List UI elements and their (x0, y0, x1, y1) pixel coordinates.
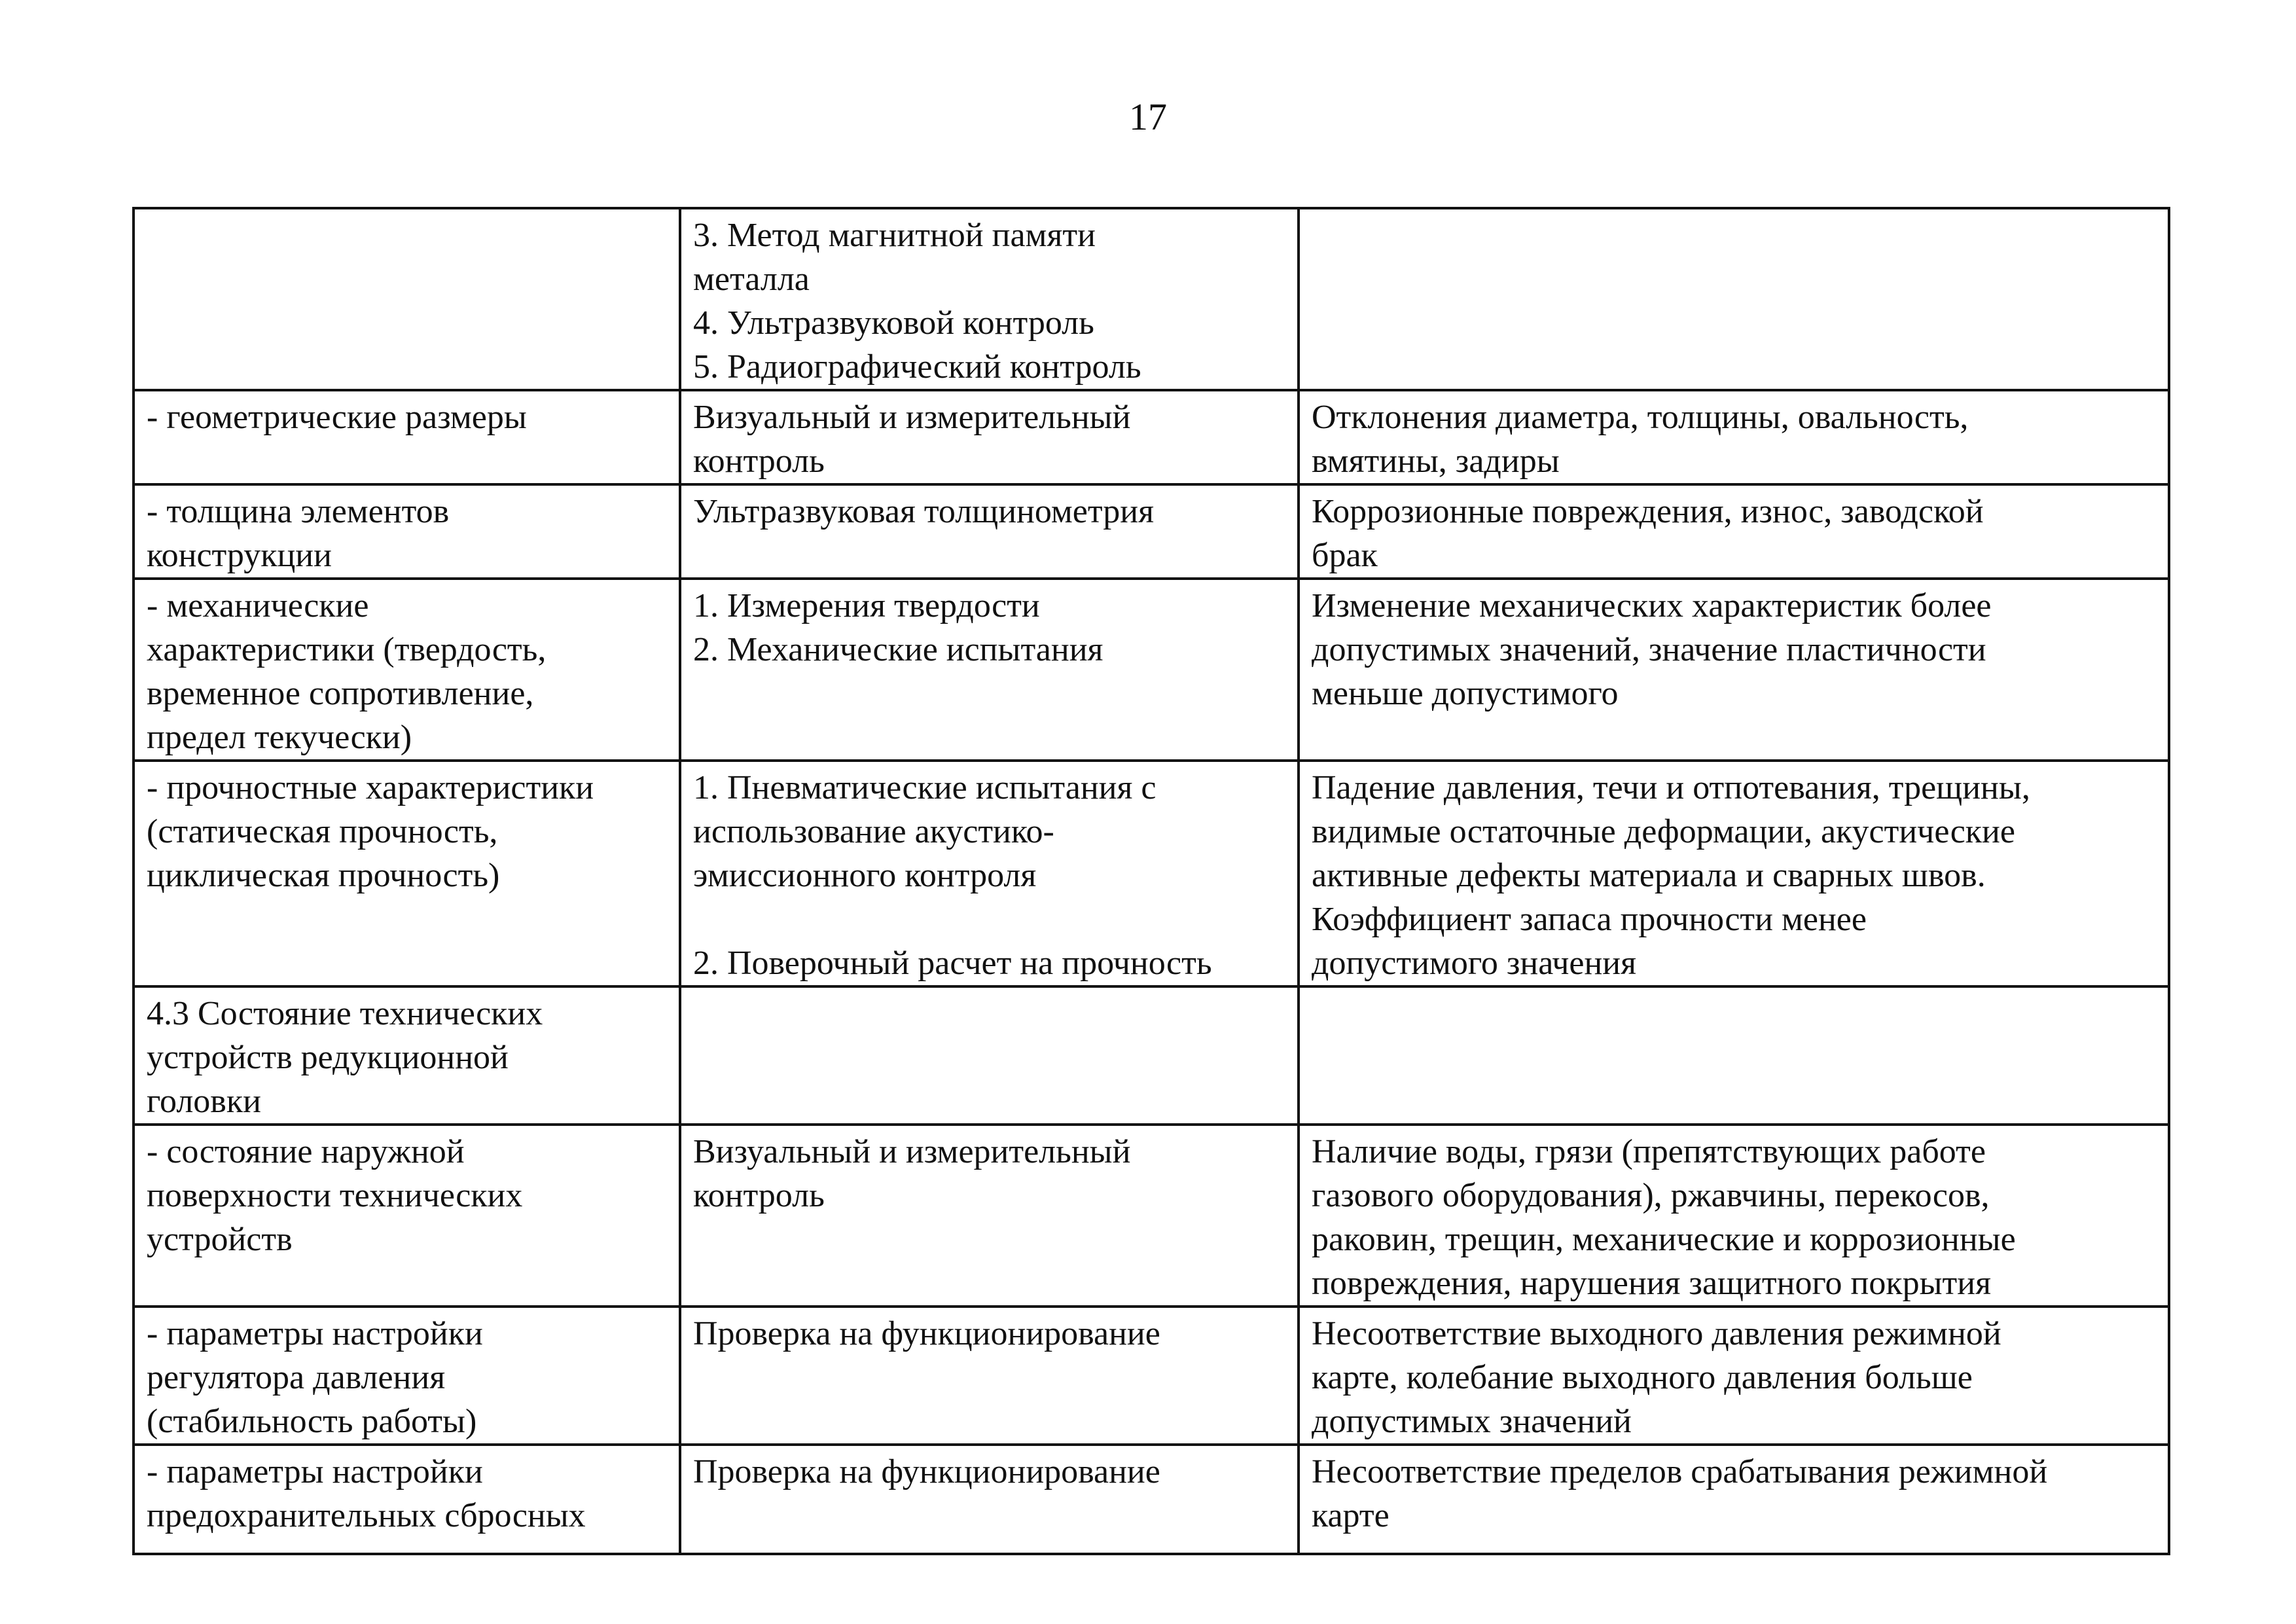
parameter-cell (134, 1125, 680, 1307)
table-row (134, 208, 2169, 390)
parameter-cell (134, 761, 680, 986)
method-text-line: Визуальный и измерительный (693, 1133, 1131, 1170)
parameter-text-line: устройств редукционной (147, 1039, 509, 1076)
method-text-line: эмиссионного контроля (693, 857, 1037, 894)
defects-cell (1299, 208, 2169, 390)
parameter-text-line: - геометрические размеры (147, 399, 527, 436)
defects-text-line: вмятины, задиры (1312, 442, 1560, 480)
parameter-text-line: поверхности технических (147, 1177, 523, 1214)
parameter-text-line: (стабильность работы) (147, 1403, 477, 1440)
parameter-cell (134, 986, 680, 1125)
method-text-line: контроль (693, 1177, 825, 1214)
method-text-line: 3. Метод магнитной памяти (693, 217, 1096, 254)
method-text-line: 2. Поверочный расчет на прочность (693, 945, 1212, 982)
method-text-line: Ультразвуковая толщинометрия (693, 493, 1154, 530)
method-cell (680, 1307, 1299, 1445)
defects-cell (1299, 1125, 2169, 1307)
parameter-text-line: регулятора давления (147, 1359, 446, 1396)
table-row (134, 1125, 2169, 1307)
method-text-line: металла (693, 261, 810, 298)
parameter-text-line: - прочностные характеристики (147, 769, 594, 806)
method-text-line: контроль (693, 442, 825, 480)
defects-text-line: брак (1312, 537, 1378, 574)
parameter-text-line: - толщина элементов (147, 493, 450, 530)
method-cell (680, 208, 1299, 390)
table-row (134, 1445, 2169, 1554)
parameter-cell (134, 484, 680, 579)
table-row (134, 1307, 2169, 1445)
parameter-text-line: 4.3 Состояние технических (147, 995, 543, 1032)
parameter-cell (134, 390, 680, 484)
parameter-text-line: - параметры настройки (147, 1315, 483, 1352)
method-text-line: 4. Ультразвуковой контроль (693, 304, 1094, 342)
defects-text-line: Несоответствие пределов срабатывания режимной (1312, 1453, 2048, 1490)
parameter-text-line: - механические (147, 587, 369, 624)
method-text-line: 1. Измерения твердости (693, 587, 1040, 624)
table-row (134, 484, 2169, 579)
table-row (134, 579, 2169, 761)
defects-text-line: меньше допустимого (1312, 675, 1619, 712)
method-cell (680, 390, 1299, 484)
defects-cell (1299, 986, 2169, 1125)
defects-text-line: Несоответствие выходного давления режимной (1312, 1315, 2001, 1352)
method-cell (680, 1445, 1299, 1554)
parameter-text-line: предохранительных сбросных (147, 1497, 586, 1534)
parameter-text-line: (статическая прочность, (147, 813, 498, 850)
defects-text-line: карте, колебание выходного давления больше (1312, 1359, 1973, 1396)
defects-text-line: Отклонения диаметра, толщины, овальность, (1312, 399, 1969, 436)
parameter-text-line: - параметры настройки (147, 1453, 483, 1490)
inspection-table (132, 207, 2170, 1555)
defects-text-line: повреждения, нарушения защитного покрытия (1312, 1265, 1991, 1302)
method-text-line: Проверка на функционирование (693, 1315, 1160, 1352)
defects-text-line: Коэффициент запаса прочности менее (1312, 901, 1867, 938)
defects-text-line: активные дефекты материала и сварных швов. (1312, 857, 1986, 894)
defects-cell (1299, 1445, 2169, 1554)
method-text-line: 5. Радиографический контроль (693, 348, 1141, 386)
parameter-text-line: конструкции (147, 537, 332, 574)
parameter-text-line: временное сопротивление, (147, 675, 534, 712)
parameter-text-line: предел текучески) (147, 719, 412, 756)
defects-cell (1299, 579, 2169, 761)
defects-text-line: раковин, трещин, механические и коррозионные (1312, 1221, 2016, 1258)
method-cell (680, 579, 1299, 761)
method-text-line: Визуальный и измерительный (693, 399, 1131, 436)
defects-text-line: Изменение механических характеристик более (1312, 587, 1992, 624)
defects-text-line: допустимых значений, значение пластичности (1312, 631, 1986, 668)
defects-text-line: Коррозионные повреждения, износ, заводской (1312, 493, 1984, 530)
parameter-cell (134, 1307, 680, 1445)
method-cell (680, 761, 1299, 986)
page-number: 17 (1129, 96, 1167, 138)
parameter-text-line: - состояние наружной (147, 1133, 465, 1170)
parameter-text-line: циклическая прочность) (147, 857, 500, 894)
method-cell (680, 1125, 1299, 1307)
parameter-cell (134, 1445, 680, 1554)
defects-text-line: карте (1312, 1497, 1390, 1534)
parameter-cell (134, 579, 680, 761)
defects-text-line: видимые остаточные деформации, акустические (1312, 813, 2015, 850)
defects-cell (1299, 761, 2169, 986)
defects-text-line: допустимых значений (1312, 1403, 1632, 1440)
table-row (134, 986, 2169, 1125)
method-text-line: 2. Механические испытания (693, 631, 1103, 668)
defects-text-line: газового оборудования), ржавчины, перекосов, (1312, 1177, 1990, 1214)
defects-cell (1299, 1307, 2169, 1445)
parameter-cell (134, 208, 680, 390)
parameter-text-line: характеристики (твердость, (147, 631, 547, 668)
defects-text-line: Наличие воды, грязи (препятствующих работе (1312, 1133, 1986, 1170)
parameter-text-line: головки (147, 1083, 261, 1120)
defects-cell (1299, 484, 2169, 579)
method-text-line: Проверка на функционирование (693, 1453, 1160, 1490)
defects-text-line: Падение давления, течи и отпотевания, трещины, (1312, 769, 2030, 806)
method-cell (680, 986, 1299, 1125)
method-text-line: 1. Пневматические испытания с (693, 769, 1157, 806)
table-row (134, 390, 2169, 484)
defects-cell (1299, 390, 2169, 484)
method-text-line: использование акустико- (693, 813, 1054, 850)
method-cell (680, 484, 1299, 579)
table-row (134, 761, 2169, 986)
table-body (134, 208, 2169, 1554)
parameter-text-line: устройств (147, 1221, 293, 1258)
blank-line (693, 897, 1285, 941)
defects-text-line: допустимого значения (1312, 945, 1637, 982)
